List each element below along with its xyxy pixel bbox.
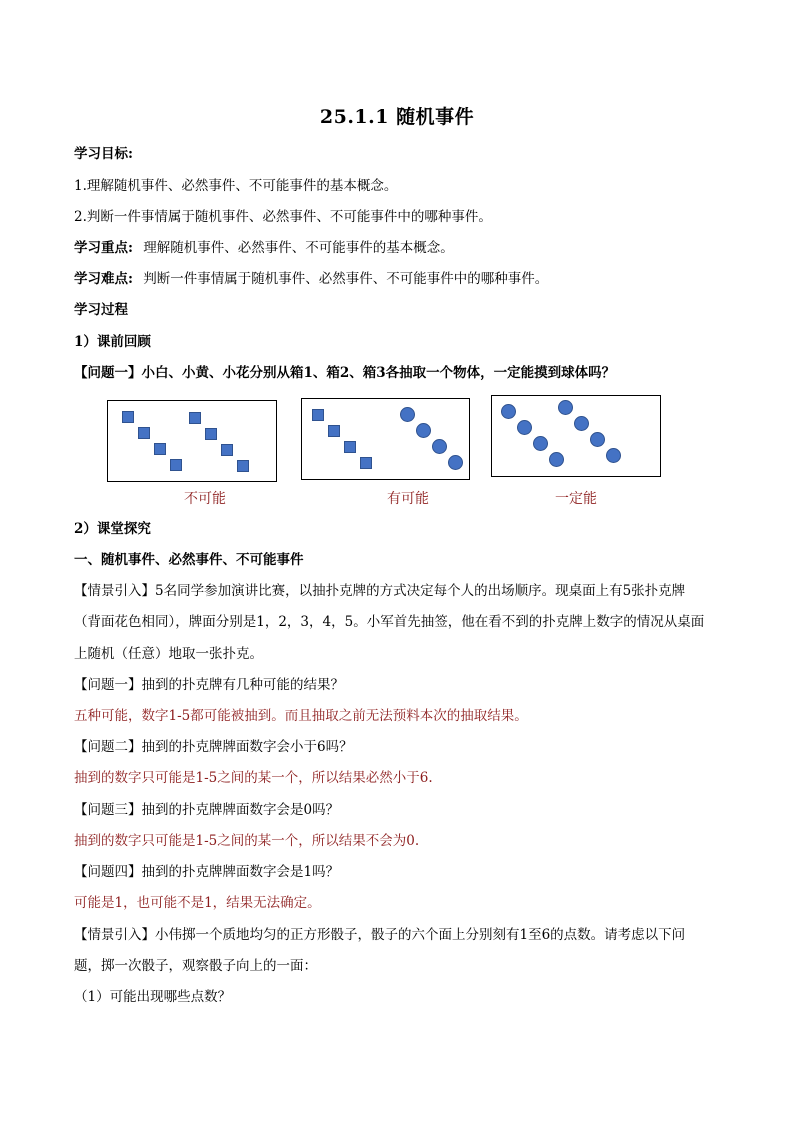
answer-3: 抽到的数字只可能是1-5之间的某一个，所以结果不会为0. [74, 833, 420, 849]
box-2-label: 有可能 [387, 491, 429, 507]
difficulty-text: 判断一件事情属于随机事件、必然事件、不可能事件中的哪种事件。 [143, 271, 549, 287]
circle-shape [448, 455, 463, 470]
circle-shape [590, 432, 605, 447]
section-heading: 一、随机事件、必然事件、不可能事件 [74, 552, 304, 568]
answer-4: 可能是1，也可能不是1，结果无法确定。 [74, 895, 321, 911]
square-shape [154, 443, 166, 455]
square-shape [328, 425, 340, 437]
square-shape [360, 457, 372, 469]
square-shape [237, 460, 249, 472]
circle-shape [416, 423, 431, 438]
circle-shape [574, 416, 589, 431]
objective-1: 1.理解随机事件、必然事件、不可能事件的基本概念。 [74, 178, 398, 194]
box-3-diagram [491, 395, 661, 477]
square-shape [138, 427, 150, 439]
process-heading: 学习过程 [74, 302, 128, 318]
scenario-2-line-2: 题，掷一次骰子，观察骰子向上的一面： [74, 958, 317, 974]
square-shape [205, 428, 217, 440]
circle-shape [549, 452, 564, 467]
square-shape [170, 459, 182, 471]
key-point-label: 学习重点: [74, 240, 133, 256]
difficulty [74, 270, 734, 288]
square-shape [312, 409, 324, 421]
scenario-2-line-1: 【情景引入】小伟掷一个质地均匀的正方形骰子，骰子的六个面上分别刻有1至6的点数。请考虑以下问 [74, 927, 686, 943]
circle-shape [533, 436, 548, 451]
objective-2: 2.判断一件事情属于随机事件、必然事件、不可能事件中的哪种事件。 [74, 209, 492, 225]
objectives-heading: 学习目标: [74, 146, 133, 162]
scenario-1-line-1: 【情景引入】5名同学参加演讲比赛，以抽扑克牌的方式决定每个人的出场顺序。现桌面上有5张扑克牌 [74, 583, 686, 599]
circle-shape [400, 407, 415, 422]
answer-2: 抽到的数字只可能是1-5之间的某一个，所以结果必然小于6. [74, 770, 433, 786]
question-3: 【问题三】抽到的扑克牌牌面数字会是0吗？ [74, 802, 340, 818]
question-1: 【问题一】抽到的扑克牌有几种可能的结果？ [74, 677, 344, 693]
explore-heading: 2）课堂探究 [74, 521, 151, 537]
circle-shape [501, 404, 516, 419]
difficulty-label: 学习难点: [74, 271, 133, 287]
square-shape [344, 441, 356, 453]
scenario-1-line-3: 上随机（任意）地取一张扑克。 [74, 646, 263, 662]
key-point [74, 239, 734, 257]
circle-shape [606, 448, 621, 463]
review-heading: 1）课前回顾 [74, 334, 151, 350]
square-shape [221, 444, 233, 456]
square-shape [189, 412, 201, 424]
question-2: 【问题二】抽到的扑克牌牌面数字会小于6吗？ [74, 739, 353, 755]
key-point-text: 理解随机事件、必然事件、不可能事件的基本概念。 [143, 240, 454, 256]
review-question: 【问题一】小白、小黄、小花分别从箱1、箱2、箱3各抽取一个物体，一定能摸到球体吗？ [74, 365, 616, 381]
box-3-label: 一定能 [555, 491, 597, 507]
page-title: 25.1.1 随机事件 [319, 106, 475, 128]
box-1-label: 不可能 [184, 491, 226, 507]
answer-1: 五种可能，数字1-5都可能被抽到。而且抽取之前无法预料本次的抽取结果。 [74, 708, 528, 724]
circle-shape [558, 400, 573, 415]
scenario-1-line-2: （背面花色相同），牌面分别是1，2，3，4，5。小军首先抽签，他在看不到的扑克牌上数字的情况从桌面 [74, 614, 705, 630]
box-1-diagram [107, 400, 277, 482]
scenario-2-question-1: （1）可能出现哪些点数？ [74, 989, 232, 1005]
question-4: 【问题四】抽到的扑克牌牌面数字会是1吗？ [74, 864, 340, 880]
circle-shape [517, 420, 532, 435]
circle-shape [432, 439, 447, 454]
square-shape [122, 411, 134, 423]
box-2-diagram [301, 398, 470, 480]
